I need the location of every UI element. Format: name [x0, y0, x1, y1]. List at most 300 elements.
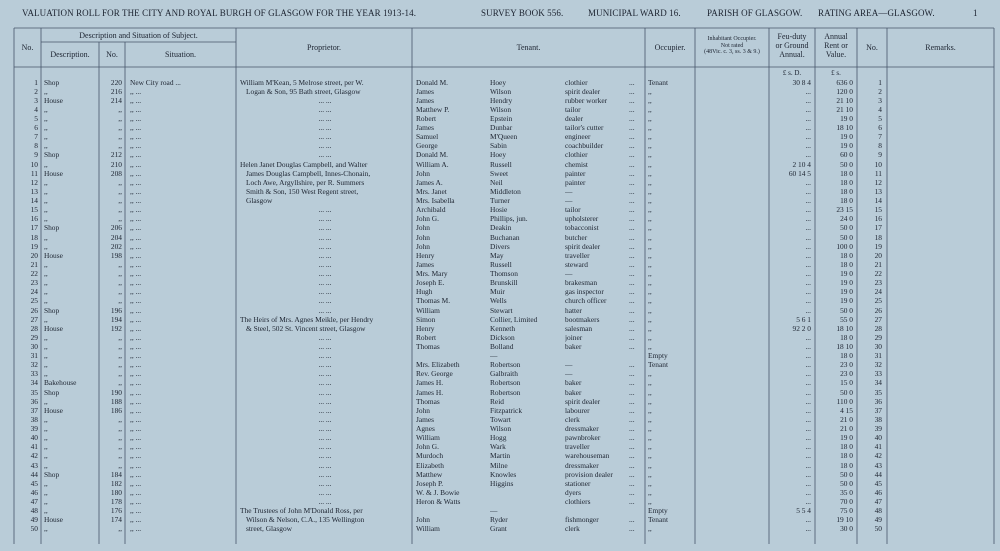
inhabitant-line-2: Not rated — [720, 42, 744, 49]
row-tenant-dots: ... — [629, 360, 635, 370]
row-proprietor-ditto: ... ... — [318, 241, 332, 251]
row-number-right: 25 — [874, 296, 882, 306]
proprietor-line: Smith & Son, 150 West Regent street, — [246, 186, 359, 196]
col-header-tenant: Tenant. — [516, 43, 541, 52]
row-feu-duty: 2 10 4 — [792, 159, 811, 169]
table-row — [0, 169, 1000, 178]
row-feu-duty: ... — [805, 369, 811, 379]
table-row — [0, 451, 1000, 460]
row-tenant-dots: ... — [629, 497, 635, 507]
row-feu-duty: ... — [805, 196, 811, 206]
row-occupier: ,, — [648, 232, 652, 242]
row-description: ,, — [44, 232, 48, 242]
row-situation: ,, ... — [130, 469, 142, 479]
row-tenant-surname: M'Queen — [490, 132, 518, 142]
table-row — [0, 378, 1000, 387]
row-annual-rent: 19 0 — [840, 141, 853, 151]
row-annual-rent: 50 0 — [840, 387, 853, 397]
proprietor-line: James Douglas Campbell, Innes-Chonain, — [246, 168, 371, 178]
proprietor-line: Logan & Son, 95 Bath street, Glasgow — [246, 86, 361, 96]
row-number: 4 — [34, 104, 38, 114]
row-annual-rent: 23 0 — [840, 369, 853, 379]
row-number: 38 — [30, 414, 38, 424]
municipal-ward: MUNICIPAL WARD 16. — [588, 8, 681, 18]
row-street-number: 220 — [110, 77, 122, 87]
row-tenant-surname: Wilson — [490, 86, 512, 96]
proprietor-line: The Trustees of John M'Donald Ross, per — [240, 506, 363, 516]
row-annual-rent: 19 0 — [840, 132, 853, 142]
row-tenant-dots: ... — [629, 369, 635, 379]
row-tenant-dots: ... — [629, 332, 635, 342]
row-situation: ,, ... — [130, 287, 142, 297]
row-number: 42 — [30, 451, 38, 461]
row-feu-duty: 30 8 4 — [792, 77, 811, 87]
row-number-right: 17 — [874, 223, 882, 233]
table-row — [0, 397, 1000, 406]
table-row — [0, 132, 1000, 141]
table-row — [0, 488, 1000, 497]
row-situation: ,, ... — [130, 259, 142, 269]
row-number-right: 2 — [878, 86, 882, 96]
row-description: ,, — [44, 369, 48, 379]
row-number-right: 21 — [874, 259, 882, 269]
row-feu-duty: ... — [805, 478, 811, 488]
row-tenant-occupation: upholsterer — [565, 214, 599, 224]
row-annual-rent: 110 0 — [836, 396, 853, 406]
row-number: 45 — [30, 478, 38, 488]
row-occupier: ,, — [648, 469, 652, 479]
row-feu-duty: ... — [805, 497, 811, 507]
row-annual-rent: 50 0 — [840, 305, 853, 315]
row-tenant-occupation: spirit dealer — [565, 241, 601, 251]
row-proprietor-ditto: ... ... — [318, 205, 332, 215]
parish: PARISH OF GLASGOW. — [707, 8, 803, 18]
row-proprietor-ditto: ... ... — [318, 369, 332, 379]
table-row — [0, 515, 1000, 524]
row-street-number: ,, — [118, 104, 122, 114]
row-tenant-dots: ... — [629, 259, 635, 269]
table-row — [0, 524, 1000, 533]
row-annual-rent: 23 15 — [836, 205, 853, 215]
table-row — [0, 123, 1000, 132]
row-tenant-occupation: brakesman — [565, 278, 598, 288]
row-description: Shop — [44, 469, 60, 479]
row-feu-duty: ... — [805, 341, 811, 351]
row-tenant-occupation: dealer — [565, 113, 584, 123]
row-annual-rent: 19 0 — [840, 278, 853, 288]
row-proprietor-ditto: ... ... — [318, 104, 332, 114]
row-tenant-surname: Dickson — [490, 332, 515, 342]
table-row — [0, 105, 1000, 114]
row-feu-duty: ... — [805, 378, 811, 388]
row-situation: ,, ... — [130, 451, 142, 461]
row-number-right: 40 — [874, 433, 882, 443]
table-row — [0, 196, 1000, 205]
row-tenant-surname: Wells — [490, 296, 507, 306]
row-tenant-first-name: Samuel — [416, 132, 439, 142]
proprietor-line: William M'Kean, 5 Melrose street, per W. — [240, 77, 364, 87]
row-annual-rent: 18 0 — [840, 177, 853, 187]
row-tenant-occupation: tailor — [565, 205, 581, 215]
row-situation: ,, ... — [130, 405, 142, 415]
row-number: 15 — [30, 205, 38, 215]
row-street-number: ,, — [118, 287, 122, 297]
row-description: ,, — [44, 186, 48, 196]
row-number: 3 — [34, 95, 38, 105]
table-row — [0, 506, 1000, 515]
row-feu-duty: ... — [805, 332, 811, 342]
row-number-right: 11 — [874, 168, 882, 178]
row-tenant-first-name: Thomas — [416, 341, 440, 351]
row-description: ,, — [44, 177, 48, 187]
row-description: House — [44, 95, 63, 105]
row-description: ,, — [44, 314, 48, 324]
row-tenant-surname: — — [490, 351, 498, 361]
survey-book: SURVEY BOOK 556. — [481, 8, 564, 18]
row-description: House — [44, 168, 63, 178]
row-occupier: ,, — [648, 314, 652, 324]
row-tenant-dots: ... — [629, 287, 635, 297]
table-row — [0, 360, 1000, 369]
col-header-remarks: Remarks. — [925, 43, 956, 52]
row-description: ,, — [44, 433, 48, 443]
row-situation: ,, ... — [130, 323, 142, 333]
table-row — [0, 433, 1000, 442]
row-description: ,, — [44, 287, 48, 297]
row-feu-duty: 92 2 0 — [792, 323, 811, 333]
row-situation: ,, ... — [130, 506, 142, 516]
row-description: Shop — [44, 387, 60, 397]
row-number-right: 39 — [874, 424, 882, 434]
row-tenant-first-name: Murdoch — [416, 451, 444, 461]
row-occupier: ,, — [648, 250, 652, 260]
row-feu-duty: 60 14 5 — [788, 168, 811, 178]
row-tenant-surname: Knowles — [490, 469, 517, 479]
row-description: House — [44, 515, 63, 525]
row-number-right: 3 — [878, 95, 882, 105]
table-row — [0, 87, 1000, 96]
row-tenant-occupation: tailor — [565, 104, 581, 114]
row-number: 27 — [30, 314, 38, 324]
row-tenant-surname: Grant — [490, 524, 507, 534]
row-street-number: 202 — [110, 241, 122, 251]
row-tenant-surname: Muir — [490, 287, 505, 297]
row-number: 24 — [30, 287, 38, 297]
row-feu-duty: ... — [805, 177, 811, 187]
row-occupier: ,, — [648, 186, 652, 196]
row-occupier: ,, — [648, 214, 652, 224]
row-description: Shop — [44, 223, 60, 233]
row-number: 41 — [30, 442, 38, 452]
row-occupier: ,, — [648, 104, 652, 114]
row-street-number: ,, — [118, 332, 122, 342]
row-description: ,, — [44, 123, 48, 133]
row-tenant-occupation: gas inspector — [565, 287, 604, 297]
row-number: 33 — [30, 369, 38, 379]
row-tenant-occupation: provision dealer — [565, 469, 613, 479]
row-number-right: 31 — [874, 351, 882, 361]
row-street-number: 212 — [110, 150, 122, 160]
row-number-right: 35 — [874, 387, 882, 397]
row-number-right: 46 — [874, 487, 882, 497]
row-feu-duty: ... — [805, 269, 811, 279]
row-annual-rent: 18 10 — [836, 123, 853, 133]
row-street-number: ,, — [118, 414, 122, 424]
row-proprietor-ditto: ... ... — [318, 223, 332, 233]
row-description: ,, — [44, 278, 48, 288]
row-street-number: 204 — [110, 232, 122, 242]
row-feu-duty: ... — [805, 223, 811, 233]
row-tenant-first-name: John — [416, 168, 430, 178]
row-street-number: ,, — [118, 433, 122, 443]
row-tenant-surname: Epstein — [490, 113, 513, 123]
row-proprietor-ditto: ... ... — [318, 442, 332, 452]
row-number: 37 — [30, 405, 38, 415]
row-proprietor-ditto: ... ... — [318, 250, 332, 260]
row-situation: ,, ... — [130, 132, 142, 142]
row-description: ,, — [44, 360, 48, 370]
row-annual-rent: 23 0 — [840, 360, 853, 370]
row-tenant-occupation: pawnbroker — [565, 433, 601, 443]
row-tenant-first-name: Agnes — [416, 424, 435, 434]
row-annual-rent: 24 0 — [840, 214, 853, 224]
row-tenant-occupation: dressmaker — [565, 460, 599, 470]
row-occupier: ,, — [648, 378, 652, 388]
row-street-number: ,, — [118, 186, 122, 196]
row-street-number: 184 — [110, 469, 122, 479]
row-tenant-first-name: James A. — [416, 177, 443, 187]
row-tenant-occupation: fishmonger — [565, 515, 599, 525]
row-occupier: ,, — [648, 241, 652, 251]
row-occupier: ,, — [648, 478, 652, 488]
row-occupier: ,, — [648, 132, 652, 142]
row-tenant-dots: ... — [629, 305, 635, 315]
row-tenant-surname: Wilson — [490, 104, 512, 114]
row-tenant-surname: Neil — [490, 177, 503, 187]
row-tenant-occupation: butcher — [565, 232, 588, 242]
row-tenant-first-name: Henry — [416, 250, 435, 260]
row-tenant-dots: ... — [629, 159, 635, 169]
row-tenant-dots: ... — [629, 487, 635, 497]
row-number: 17 — [30, 223, 38, 233]
row-street-number: 192 — [110, 323, 122, 333]
row-description: ,, — [44, 241, 48, 251]
table-row — [0, 351, 1000, 360]
row-number: 7 — [34, 132, 38, 142]
row-number: 39 — [30, 424, 38, 434]
row-number: 8 — [34, 141, 38, 151]
row-street-number: 188 — [110, 396, 122, 406]
row-street-number: 186 — [110, 405, 122, 415]
row-tenant-occupation: bootmakers — [565, 314, 600, 324]
row-description: Shop — [44, 77, 60, 87]
row-occupier: ,, — [648, 177, 652, 187]
row-occupier: ,, — [648, 86, 652, 96]
row-number: 6 — [34, 123, 38, 133]
row-tenant-first-name: Robert — [416, 332, 437, 342]
row-tenant-first-name: William A. — [416, 159, 449, 169]
row-feu-duty: ... — [805, 451, 811, 461]
row-tenant-first-name: Rev. George — [416, 369, 453, 379]
row-tenant-first-name: John G. — [416, 214, 439, 224]
row-tenant-first-name: Donald M. — [416, 77, 449, 87]
row-number: 36 — [30, 396, 38, 406]
row-annual-rent: 18 0 — [840, 196, 853, 206]
feu-line-1: Feu-duty — [777, 32, 807, 41]
row-tenant-occupation: — — [565, 269, 573, 279]
row-street-number: ,, — [118, 113, 122, 123]
row-number: 11 — [30, 168, 38, 178]
row-number-right: 10 — [874, 159, 882, 169]
proprietor-line: Glasgow — [246, 196, 273, 206]
table-row — [0, 470, 1000, 479]
col-header-proprietor: Proprietor. — [307, 43, 341, 52]
row-tenant-occupation: painter — [565, 177, 586, 187]
row-occupier: ,, — [648, 451, 652, 461]
row-tenant-surname: Hoey — [490, 150, 507, 160]
row-proprietor-ditto: ... ... — [318, 424, 332, 434]
row-occupier: ,, — [648, 524, 652, 534]
row-description: ,, — [44, 442, 48, 452]
row-tenant-surname: Russell — [490, 159, 512, 169]
row-street-number: ,, — [118, 296, 122, 306]
row-tenant-surname: Hendry — [490, 95, 513, 105]
row-feu-duty: ... — [805, 278, 811, 288]
row-occupier: ,, — [648, 497, 652, 507]
row-situation: ,, ... — [130, 360, 142, 370]
row-tenant-occupation: baker — [565, 378, 582, 388]
row-tenant-surname: Robertson — [490, 360, 521, 370]
row-occupier: Tenant — [648, 360, 669, 370]
row-occupier: ,, — [648, 168, 652, 178]
table-row — [0, 424, 1000, 433]
row-tenant-occupation: warehouseman — [565, 451, 610, 461]
row-number-right: 24 — [874, 287, 882, 297]
row-tenant-first-name: James H. — [416, 378, 444, 388]
table-row — [0, 160, 1000, 169]
row-annual-rent: 75 0 — [840, 506, 853, 516]
row-situation: ,, ... — [130, 296, 142, 306]
row-number-right: 14 — [874, 196, 882, 206]
row-proprietor-ditto: ... ... — [318, 341, 332, 351]
row-tenant-occupation: hatter — [565, 305, 582, 315]
row-situation: ,, ... — [130, 524, 142, 534]
row-tenant-first-name: Hugh — [416, 287, 433, 297]
row-tenant-occupation: tailor's cutter — [565, 123, 604, 133]
row-occupier: ,, — [648, 341, 652, 351]
row-tenant-first-name: Joseph E. — [416, 278, 445, 288]
row-number: 16 — [30, 214, 38, 224]
row-situation: New City road ... — [130, 77, 181, 87]
table-row — [0, 260, 1000, 269]
row-annual-rent: 21 0 — [840, 424, 853, 434]
row-street-number: 206 — [110, 223, 122, 233]
row-description: ,, — [44, 269, 48, 279]
row-tenant-dots: ... — [629, 296, 635, 306]
row-tenant-occupation: clerk — [565, 414, 580, 424]
row-annual-rent: 21 10 — [836, 95, 853, 105]
row-proprietor-ditto: ... ... — [318, 451, 332, 461]
row-street-number: 180 — [110, 487, 122, 497]
row-occupier: ,, — [648, 278, 652, 288]
row-occupier: ,, — [648, 369, 652, 379]
table-row — [0, 442, 1000, 451]
row-street-number: 196 — [110, 305, 122, 315]
row-situation: ,, ... — [130, 223, 142, 233]
rating-area: RATING AREA—GLASGOW. — [818, 8, 935, 18]
row-tenant-occupation: engineer — [565, 132, 591, 142]
row-tenant-first-name: Mrs. Janet — [416, 186, 447, 196]
row-occupier: ,, — [648, 305, 652, 315]
row-feu-duty: ... — [805, 433, 811, 443]
row-situation: ,, ... — [130, 341, 142, 351]
table-row — [0, 369, 1000, 378]
row-proprietor-ditto: ... ... — [318, 150, 332, 160]
row-feu-duty: ... — [805, 259, 811, 269]
row-annual-rent: 18 0 — [840, 351, 853, 361]
row-number: 49 — [30, 515, 38, 525]
row-situation: ,, ... — [130, 478, 142, 488]
row-tenant-dots: ... — [629, 86, 635, 96]
table-row — [0, 233, 1000, 242]
table-row — [0, 342, 1000, 351]
row-occupier: ,, — [648, 123, 652, 133]
row-tenant-dots: ... — [629, 241, 635, 251]
row-number: 13 — [30, 186, 38, 196]
row-occupier: ,, — [648, 296, 652, 306]
row-tenant-dots: ... — [629, 150, 635, 160]
row-proprietor-ditto: ... ... — [318, 360, 332, 370]
row-number-right: 20 — [874, 250, 882, 260]
table-row — [0, 388, 1000, 397]
row-occupier: ,, — [648, 287, 652, 297]
row-situation: ,, ... — [130, 396, 142, 406]
row-number-right: 45 — [874, 478, 882, 488]
row-number: 12 — [30, 177, 38, 187]
row-number-right: 4 — [878, 104, 882, 114]
row-tenant-occupation: clothier — [565, 77, 588, 87]
row-annual-rent: 18 0 — [840, 451, 853, 461]
row-tenant-first-name: Mrs. Mary — [416, 269, 448, 279]
row-number-right: 37 — [874, 405, 882, 415]
row-street-number: ,, — [118, 378, 122, 388]
row-tenant-surname: Kenneth — [490, 323, 516, 333]
row-proprietor-ditto: ... ... — [318, 332, 332, 342]
row-tenant-surname: Robertson — [490, 378, 521, 388]
row-tenant-occupation: church officer — [565, 296, 607, 306]
row-tenant-surname: Sweet — [490, 168, 509, 178]
row-tenant-dots: ... — [629, 250, 635, 260]
row-description: ,, — [44, 396, 48, 406]
row-tenant-dots: ... — [629, 433, 635, 443]
row-number: 26 — [30, 305, 38, 315]
row-number-right: 33 — [874, 369, 882, 379]
table-row — [0, 223, 1000, 232]
row-tenant-surname: Divers — [490, 241, 510, 251]
row-tenant-first-name: John — [416, 515, 430, 525]
row-feu-duty: ... — [805, 524, 811, 534]
row-number-right: 15 — [874, 205, 882, 215]
row-annual-rent: 19 0 — [840, 296, 853, 306]
row-street-number: ,, — [118, 351, 122, 361]
row-tenant-occupation: dressmaker — [565, 424, 599, 434]
row-proprietor-ditto: ... ... — [318, 469, 332, 479]
row-number-right: 26 — [874, 305, 882, 315]
table-row — [0, 333, 1000, 342]
row-tenant-first-name: Simon — [416, 314, 436, 324]
row-tenant-surname: Russell — [490, 259, 512, 269]
row-number: 50 — [30, 524, 38, 534]
